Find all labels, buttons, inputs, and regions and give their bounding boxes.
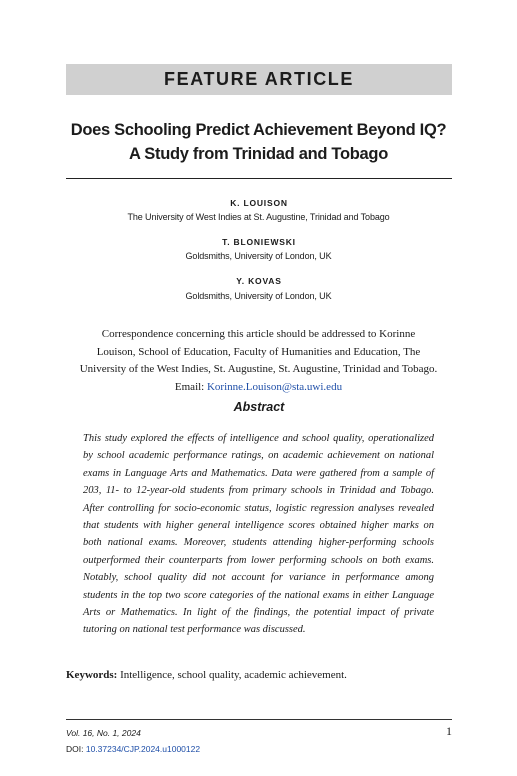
article-title-line-1: Does Schooling Predict Achievement Beyond IQ? xyxy=(70,121,447,139)
feature-article-banner xyxy=(66,64,452,95)
author-name: K. LOUISON xyxy=(230,198,288,208)
author-affiliation: Goldsmiths, University of London, UK xyxy=(185,251,332,261)
doi-link[interactable]: 10.37234/CJP.2024.u1000122 xyxy=(85,744,201,754)
footer-divider xyxy=(66,719,452,720)
volume-info: Vol. 16, No. 1, 2024 xyxy=(66,728,141,738)
title-divider xyxy=(66,178,452,179)
page-number: 1 xyxy=(446,724,452,738)
correspondence-note xyxy=(60,326,457,397)
keywords xyxy=(66,669,452,681)
correspondence-email-line xyxy=(60,379,457,397)
email-label: Email: xyxy=(174,381,205,394)
author-name: Y. KOVAS xyxy=(236,276,282,286)
correspondence-line: University of the West Indies, St. Augustine, St. Augustine, Trinidad and Tobago. xyxy=(79,363,438,376)
abstract-heading: Abstract xyxy=(233,400,285,414)
doi-label: DOI: xyxy=(66,744,84,754)
correspondence-line: Louison, School of Education, Faculty of Humanities and Education, The xyxy=(96,345,421,358)
article-title-line-2: A Study from Trinidad and Tobago xyxy=(129,145,388,163)
abstract-text: This study explored the effects of intelligence and school quality, operationalized by school academic performance ratings, on academic achievement on national exams in Language Arts and Mathematics. Data were gathered from a sample of 203, 11- to 12-year-old students from primary schools in Trinidad and Tobago. After controlling for socio-economic status, logistic regression analyses revealed that students with higher general intelligence scores obtained higher marks on both national exams. Moreover, students attending higher-performing schools outperformed their counterparts from lower performing schools on both exams. Notably, school quality did not account for variance in performance among students in the top two score categories of the national exams in either Language Arts or Mathematics. In light of the findings, the potential impact of private tutoring on national test performance was discussed. xyxy=(83,433,434,636)
email-link[interactable]: Korinne.Louison@sta.uwi.edu xyxy=(206,381,343,394)
banner-label: FEATURE ARTICLE xyxy=(164,69,354,89)
keywords-label: Keywords: xyxy=(66,669,118,681)
correspondence-line: Correspondence concerning this article should be addressed to Korinne xyxy=(101,328,416,340)
keywords-value: Intelligence, school quality, academic achievement. xyxy=(120,669,347,681)
author-name: T. BLONIEWSKI xyxy=(222,237,296,247)
doi xyxy=(66,744,200,754)
author-affiliation: Goldsmiths, University of London, UK xyxy=(185,291,332,301)
author-affiliation: The University of West Indies at St. Augustine, Trinidad and Tobago xyxy=(127,212,390,222)
